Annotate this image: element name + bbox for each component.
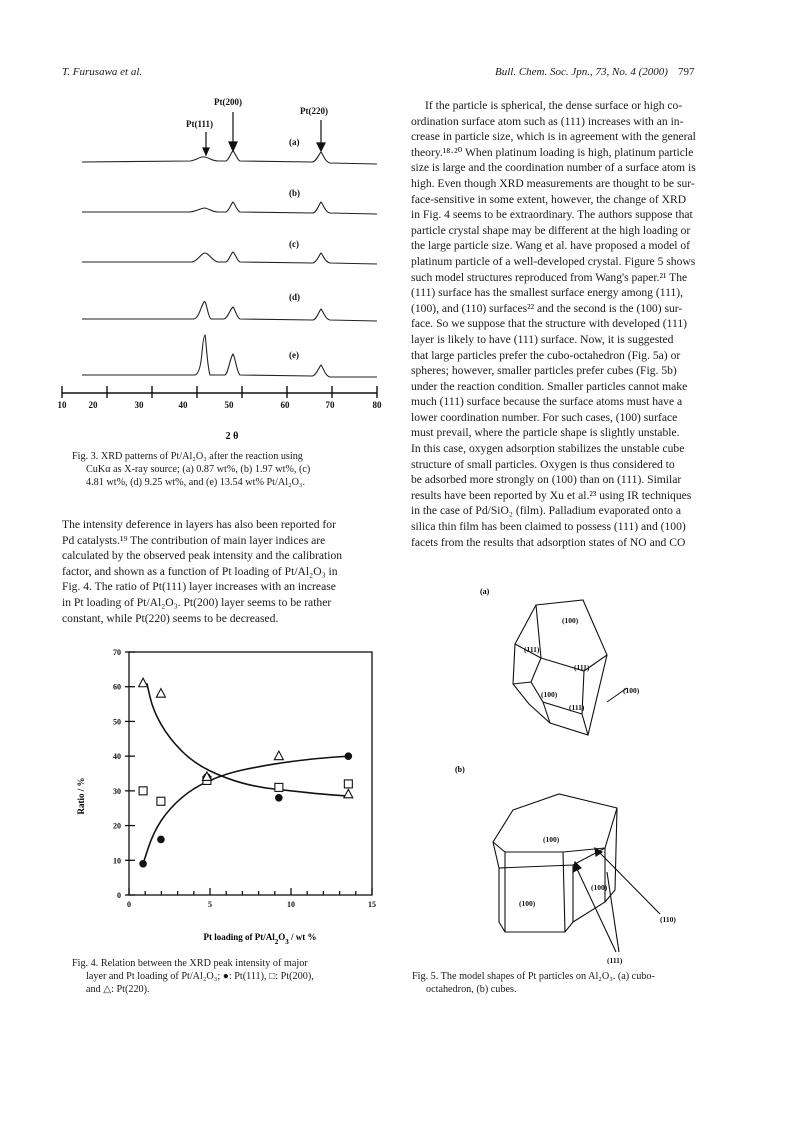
text-line: particle crystal shape may be different at the high loading or bbox=[411, 223, 691, 237]
text-line: The intensity deference in layers has also been reported for bbox=[62, 518, 336, 531]
cube-model bbox=[493, 794, 617, 932]
data-point-pt220 bbox=[274, 751, 283, 760]
text-line: Fig. 4. The ratio of Pt(111) layer increases with an increase bbox=[62, 580, 336, 594]
text-line: silica thin film has been claimed to possess (111) and (100) bbox=[411, 520, 686, 534]
fig4-caption-line3: and △: Pt(220). bbox=[86, 984, 150, 995]
text-line: platinum particle of a well-developed crystal. Figure 5 shows bbox=[411, 254, 696, 268]
trace-label-b: (b) bbox=[289, 188, 300, 198]
x-tick-label: 10 bbox=[287, 900, 295, 909]
page-number: 797 bbox=[677, 66, 695, 78]
text-line: In this case, oxygen adsorption stabilizes the unstable cube bbox=[411, 442, 685, 456]
y-tick-label: 30 bbox=[113, 786, 121, 796]
xrd-trace-e bbox=[82, 335, 377, 377]
y-tick-label: 0 bbox=[117, 891, 121, 900]
text-line: theory.¹⁸·²⁰ When platinum loading is high, platinum particle bbox=[411, 145, 694, 159]
figure-4-caption bbox=[72, 957, 392, 996]
trace-label-e: (e) bbox=[289, 350, 299, 360]
text-line: crease in particle size, which is in agreement with the general bbox=[411, 130, 696, 144]
figure-5-particle-models bbox=[455, 580, 715, 970]
fig5b-pointers bbox=[573, 848, 660, 952]
figure-3-caption bbox=[72, 450, 392, 489]
peak-arrows bbox=[203, 112, 325, 155]
data-point-pt111 bbox=[139, 860, 147, 868]
text-line: ordination surface atom such as (111) increases with an in- bbox=[411, 114, 684, 128]
fig3-tick-10: 10 bbox=[57, 400, 67, 410]
text-line: structure of small particles. Oxygen is thus considered to bbox=[411, 457, 675, 471]
text-line: (100), and (110) surfaces²² and the second is the (100) sur- bbox=[411, 301, 683, 315]
y-tick-label: 60 bbox=[113, 682, 121, 692]
text-line: lower coordination number. For such cases, (100) surface bbox=[411, 410, 678, 424]
fig3-tick-80: 80 bbox=[372, 400, 382, 410]
left-column-paragraph bbox=[62, 517, 390, 626]
face-label: (100) bbox=[519, 899, 536, 908]
text-line: face. So we suppose that the structure with developed (111) bbox=[411, 317, 688, 331]
fig5-a-label: (a) bbox=[480, 587, 490, 596]
cubo-octahedron-model bbox=[513, 600, 607, 735]
fig5-caption-line1: Fig. 5. The model shapes of Pt particles on Al₂O₃. (a) cubo- bbox=[412, 971, 655, 982]
data-point-pt111 bbox=[345, 752, 353, 760]
text-line: must prevail, where the particle shape is slightly unstable. bbox=[411, 426, 680, 440]
face-label: (100) bbox=[562, 616, 579, 625]
text-line: be adsorbed more strongly on (100) than on (111). Similar bbox=[411, 473, 682, 487]
data-point-pt111 bbox=[157, 836, 165, 844]
figure-3-xrd-patterns bbox=[57, 90, 392, 470]
trace-label-a: (a) bbox=[289, 137, 300, 147]
fig3-caption-line2: CuKα as X-ray source; (a) 0.87 wt%, (b) 1.97 wt%, (c) bbox=[86, 464, 311, 475]
fig3-xlabel: 2 θ bbox=[225, 431, 239, 442]
fig4-ylabel: Ratio / % bbox=[76, 777, 86, 815]
fig3-tick-30: 30 bbox=[134, 400, 144, 410]
text-line: such model structures reproduced from Wang's paper.²¹ The bbox=[411, 270, 688, 284]
y-tick-label: 70 bbox=[113, 648, 121, 657]
data-point-pt200 bbox=[275, 783, 283, 791]
face-label: (100) bbox=[543, 835, 560, 844]
face-label: (111) bbox=[574, 663, 590, 672]
text-line: layer is likely to have (111) surface. Now, it is suggested bbox=[411, 332, 674, 346]
fit-curve bbox=[147, 683, 349, 796]
text-line: Pd catalysts.¹⁹ The contribution of main layer indices are bbox=[62, 533, 326, 547]
fig4-caption-line2: layer and Pt loading of Pt/Al₂O₃; ●: Pt(111), □: Pt(200), bbox=[86, 971, 314, 982]
data-point-pt220 bbox=[139, 678, 148, 687]
xrd-trace-c bbox=[82, 252, 377, 264]
text-line: constant, while Pt(220) seems to be decreased. bbox=[62, 611, 279, 625]
plot-border bbox=[129, 652, 372, 895]
fig4-plot-frame bbox=[125, 652, 372, 895]
peak-label-pt111: Pt(111) bbox=[186, 119, 213, 129]
text-line: calculated by the observed peak intensity and the calibration bbox=[62, 549, 343, 563]
fig3-tick-50: 50 bbox=[224, 400, 234, 410]
face-label: (111) bbox=[569, 703, 585, 712]
running-header-journal bbox=[495, 66, 694, 78]
face-label: (100) bbox=[591, 883, 608, 892]
xrd-trace-a bbox=[82, 151, 377, 164]
fig5a-pointer bbox=[607, 688, 627, 702]
fig4-caption-line1: Fig. 4. Relation between the XRD peak intensity of major bbox=[72, 958, 308, 969]
face-label: (111) bbox=[524, 645, 540, 654]
text-line: size is large and the coordination number of a surface atom is bbox=[411, 161, 696, 175]
text-line: (111) surface has the smallest surface energy among (111), bbox=[411, 286, 684, 300]
text-line: factor, and shown as a function of Pt loading of Pt/Al₂O₃ in bbox=[62, 564, 338, 578]
text-line: in Fig. 4 seems to be extraordinary. The authors suppose that bbox=[411, 208, 693, 222]
text-line: in Pt loading of Pt/Al₂O₃. Pt(200) layer seems to be rather bbox=[62, 595, 332, 609]
y-tick-label: 40 bbox=[113, 752, 121, 762]
text-line: face-sensitive in some extent, however, the change of XRD bbox=[411, 192, 687, 206]
xrd-trace-b bbox=[82, 202, 377, 214]
fig3-caption-line3: 4.81 wt%, (d) 9.25 wt%, and (e) 13.54 wt% Pt/Al₂O₃. bbox=[86, 477, 306, 488]
fig3-tick-60: 60 bbox=[280, 400, 290, 410]
text-line: the large particle size. Wang et al. have proposed a model of bbox=[411, 239, 691, 253]
text-line: under the reaction condition. Smaller particles cannot make bbox=[411, 379, 688, 393]
data-point-pt111 bbox=[275, 794, 283, 802]
face-label: (111) bbox=[607, 956, 623, 965]
fig3-x-axis bbox=[62, 386, 377, 398]
journal-citation: Bull. Chem. Soc. Jpn., 73, No. 4 (2000) bbox=[495, 66, 668, 78]
peak-label-pt200: Pt(200) bbox=[214, 97, 242, 107]
data-point-pt220 bbox=[156, 689, 165, 698]
xrd-trace-d bbox=[82, 301, 377, 321]
fig4-xlabel: Pt loading of $Pt/Al_2O_3$ / wt % bbox=[203, 932, 317, 946]
data-point-pt200 bbox=[157, 797, 165, 805]
y-tick-label: 50 bbox=[113, 717, 121, 727]
fig3-tick-70: 70 bbox=[325, 400, 335, 410]
fit-curve bbox=[143, 756, 348, 864]
x-tick-label: 5 bbox=[208, 900, 212, 909]
data-point-pt200 bbox=[344, 780, 352, 788]
figure-4-chart bbox=[62, 642, 392, 952]
fig3-tick-40: 40 bbox=[178, 400, 188, 410]
figure-5-caption bbox=[412, 970, 742, 996]
face-label: (100) bbox=[623, 686, 640, 695]
data-point-pt200 bbox=[139, 787, 147, 795]
fig3-caption-line1: Fig. 3. XRD patterns of Pt/Al₂O₃ after the reaction using bbox=[72, 451, 303, 462]
fig5-caption-line2: octahedron, (b) cubes. bbox=[426, 984, 517, 995]
right-column-paragraph bbox=[411, 98, 739, 550]
x-tick-label: 15 bbox=[368, 900, 376, 909]
fig5-b-label: (b) bbox=[455, 765, 465, 774]
text-line: high. Even though XRD measurements are thought to be sur- bbox=[411, 176, 695, 190]
face-label: (100) bbox=[541, 690, 558, 699]
trace-label-c: (c) bbox=[289, 239, 299, 249]
y-tick-label: 20 bbox=[113, 821, 121, 831]
text-line: that large particles prefer the cubo-octahedron (Fig. 5a) or bbox=[411, 348, 681, 362]
face-label: (110) bbox=[660, 915, 676, 924]
text-line: in the case of Pd/SiO₂ (film). Palladium evaporated onto a bbox=[411, 504, 681, 518]
fig3-tick-20: 20 bbox=[88, 400, 98, 410]
trace-label-d: (d) bbox=[289, 292, 300, 302]
text-line: If the particle is spherical, the dense surface or high co- bbox=[425, 99, 683, 112]
y-tick-label: 10 bbox=[113, 856, 121, 866]
data-point-pt220 bbox=[344, 789, 353, 798]
text-line: spheres; however, smaller particles prefer cubes (Fig. 5b) bbox=[411, 364, 677, 378]
peak-label-pt220: Pt(220) bbox=[300, 106, 328, 116]
text-line: much (111) surface because the surface atoms must have a bbox=[411, 395, 683, 409]
text-line: facets from the results that adsorption states of NO and CO bbox=[411, 535, 686, 549]
text-line: results have been reported by Xu et al.²³ using IR techniques bbox=[411, 488, 692, 502]
running-header-authors: T. Furusawa et al. bbox=[62, 66, 143, 78]
x-tick-label: 0 bbox=[127, 900, 131, 909]
